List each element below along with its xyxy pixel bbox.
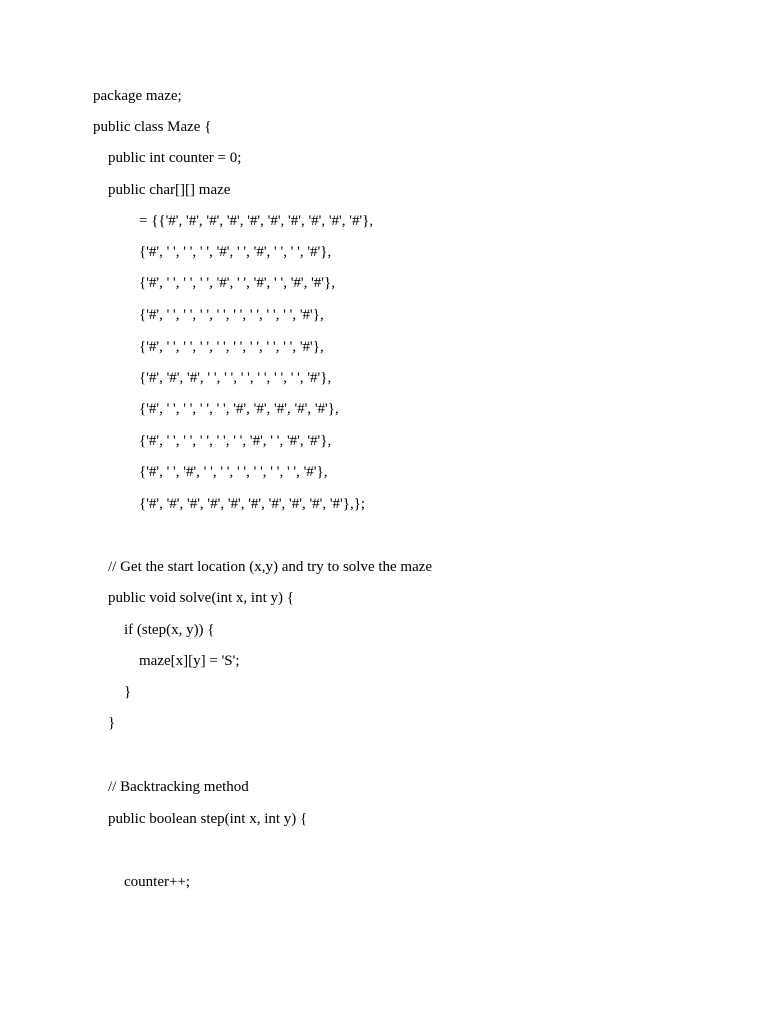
code-line-maze-row: {'#', ' ', ' ', ' ', ' ', '#', '#', '#', '#', '#'},	[139, 401, 339, 417]
code-line-close-if: }	[124, 684, 132, 700]
code-line-solve-method: public void solve(int x, int y) {	[108, 590, 294, 606]
code-line-maze-row: = {{'#', '#', '#', '#', '#', '#', '#', '#', '#', '#'},	[139, 213, 374, 229]
code-line-step-method: public boolean step(int x, int y) {	[108, 811, 308, 827]
code-line-counter-field: public int counter = 0;	[108, 150, 242, 166]
code-line-close-solve: }	[108, 715, 116, 731]
code-comment-backtracking: // Backtracking method	[108, 779, 249, 795]
code-line-maze-row-last: {'#', '#', '#', '#', '#', '#', '#', '#', '#', '#'},};	[139, 496, 366, 512]
code-line-maze-row: {'#', ' ', ' ', ' ', '#', ' ', '#', ' ', ' ', '#'},	[139, 244, 332, 260]
code-line-maze-row: {'#', '#', '#', ' ', ' ', ' ', ' ', ' ', ' ', '#'},	[139, 370, 332, 386]
code-line-if-step: if (step(x, y)) {	[124, 622, 215, 638]
code-line-maze-assign: maze[x][y] = 'S';	[139, 653, 240, 669]
code-line-maze-row: {'#', ' ', ' ', ' ', ' ', ' ', ' ', ' ', ' ', '#'},	[139, 339, 324, 355]
code-line-maze-row: {'#', ' ', ' ', ' ', '#', ' ', '#', ' ', '#', '#'},	[139, 275, 335, 291]
code-line-maze-row: {'#', ' ', '#', ' ', ' ', ' ', ' ', ' ', ' ', '#'},	[139, 464, 328, 480]
code-line-class-declaration: public class Maze {	[93, 119, 212, 135]
code-line-maze-field: public char[][] maze	[108, 182, 231, 198]
code-line-maze-row: {'#', ' ', ' ', ' ', ' ', ' ', '#', ' ', '#', '#'},	[139, 433, 332, 449]
code-line-counter-increment: counter++;	[124, 874, 191, 890]
code-line-maze-row: {'#', ' ', ' ', ' ', ' ', ' ', ' ', ' ', ' ', '#'},	[139, 307, 324, 323]
code-line-package: package maze;	[93, 88, 182, 104]
code-comment-solve: // Get the start location (x,y) and try to solve the maze	[108, 559, 433, 575]
